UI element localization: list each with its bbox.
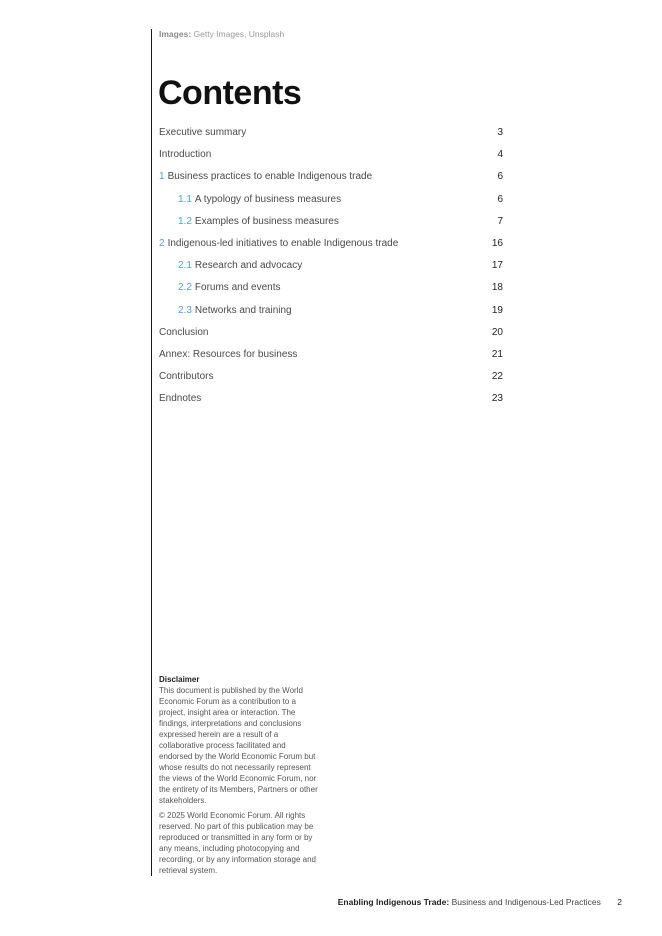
- toc-entry-title: [178, 260, 302, 271]
- toc-entry-page: 21: [491, 348, 503, 360]
- toc-entry-title: [159, 171, 372, 182]
- page-title: Contents: [158, 74, 302, 112]
- toc-entry-label: Examples of business measures: [194, 215, 339, 227]
- vertical-rule: [151, 29, 152, 876]
- toc-entry-page: 7: [497, 215, 503, 227]
- toc-entry-title: [178, 305, 292, 316]
- toc-entry-number: 2.3: [178, 304, 192, 316]
- toc-entry-label: Introduction: [159, 149, 212, 161]
- toc-entry-page: 4: [497, 149, 503, 161]
- toc-entry[interactable]: [159, 305, 503, 327]
- toc-entry-label: Annex: Resources for business: [159, 348, 298, 360]
- toc-entry-page: 19: [491, 304, 503, 316]
- toc-entry-number: 2.2: [178, 282, 192, 294]
- toc-entry-page: 6: [497, 171, 503, 183]
- toc-entry-title: [178, 194, 341, 205]
- toc-entry[interactable]: [159, 238, 503, 260]
- toc-entry-title: [159, 371, 213, 382]
- toc-entry-label: Indigenous-led initiatives to enable Indigenous trade: [167, 237, 399, 249]
- toc-entry-label: Contributors: [159, 371, 214, 383]
- toc-entry-title: [178, 282, 281, 293]
- disclaimer-text: This document is published by the World Economic Forum as a contribution to a project, insight area or interaction. The findings, interpretations and conclusions expressed herein are a result of a collaborative process facilitated and endorsed by the World Economic Forum but whose results do not necessarily represent the views of the World Economic Forum, nor the entirety of its Members, Partners or other stakeholders.: [159, 686, 318, 805]
- toc-entry[interactable]: [159, 216, 503, 238]
- toc-entry-title: [159, 349, 297, 360]
- toc-entry-page: 3: [497, 127, 503, 138]
- toc-entry-label: Networks and training: [194, 304, 292, 316]
- toc-entry[interactable]: [159, 171, 503, 193]
- toc-entry-number: 1.2: [178, 215, 192, 227]
- toc-entry-page: 22: [491, 371, 503, 383]
- footer-title-rest: Business and Indigenous-Led Practices: [451, 897, 601, 907]
- toc-entry-page: 20: [491, 326, 503, 338]
- toc-entry-title: [159, 149, 211, 160]
- disclaimer-heading: Disclaimer: [159, 675, 200, 684]
- table-of-contents: [159, 127, 503, 415]
- toc-entry-number: 2.1: [178, 260, 192, 272]
- toc-entry-number: 1.1: [178, 193, 192, 205]
- toc-entry-label: A typology of business measures: [194, 193, 342, 205]
- page-footer: [338, 897, 622, 907]
- image-credits: [159, 29, 284, 39]
- footer-page-number: 2: [617, 897, 622, 907]
- toc-entry-label: Endnotes: [159, 393, 202, 405]
- toc-entry-page: 16: [491, 237, 503, 249]
- disclaimer: [159, 674, 319, 880]
- toc-entry-title: [178, 216, 339, 227]
- toc-entry-page: 17: [491, 260, 503, 272]
- toc-entry-label: Business practices to enable Indigenous trade: [167, 171, 373, 183]
- toc-entry-number: 2: [159, 237, 165, 249]
- credits-label: Images:: [159, 29, 192, 39]
- toc-entry[interactable]: [159, 194, 503, 216]
- toc-entry[interactable]: [159, 393, 503, 415]
- footer-title-bold: Enabling Indigenous Trade:: [337, 897, 450, 907]
- toc-entry[interactable]: [159, 371, 503, 393]
- toc-entry[interactable]: [159, 327, 503, 349]
- toc-entry-title: [159, 393, 201, 404]
- toc-entry-title: [159, 327, 208, 338]
- toc-entry-page: 23: [491, 393, 503, 405]
- toc-entry-title: [159, 127, 246, 138]
- toc-entry[interactable]: [159, 127, 503, 149]
- credits-text: Getty Images, Unsplash: [193, 29, 285, 39]
- toc-entry-label: Conclusion: [159, 326, 209, 338]
- toc-entry-number: 1: [159, 171, 165, 183]
- toc-entry-page: 6: [497, 193, 503, 205]
- toc-entry-title: [159, 238, 398, 249]
- toc-entry-label: Research and advocacy: [194, 260, 303, 272]
- toc-entry[interactable]: [159, 349, 503, 371]
- toc-entry-label: Executive summary: [159, 127, 247, 138]
- toc-entry[interactable]: [159, 282, 503, 304]
- toc-entry[interactable]: [159, 149, 503, 171]
- copyright-text: © 2025 World Economic Forum. All rights reserved. No part of this publication may be reproduced or transmitted in any form or by any means, including photocopying and recording, or by any information storage and retrieval system.: [159, 811, 316, 875]
- toc-entry-label: Forums and events: [194, 282, 281, 294]
- toc-entry[interactable]: [159, 260, 503, 282]
- toc-entry-page: 18: [491, 282, 503, 294]
